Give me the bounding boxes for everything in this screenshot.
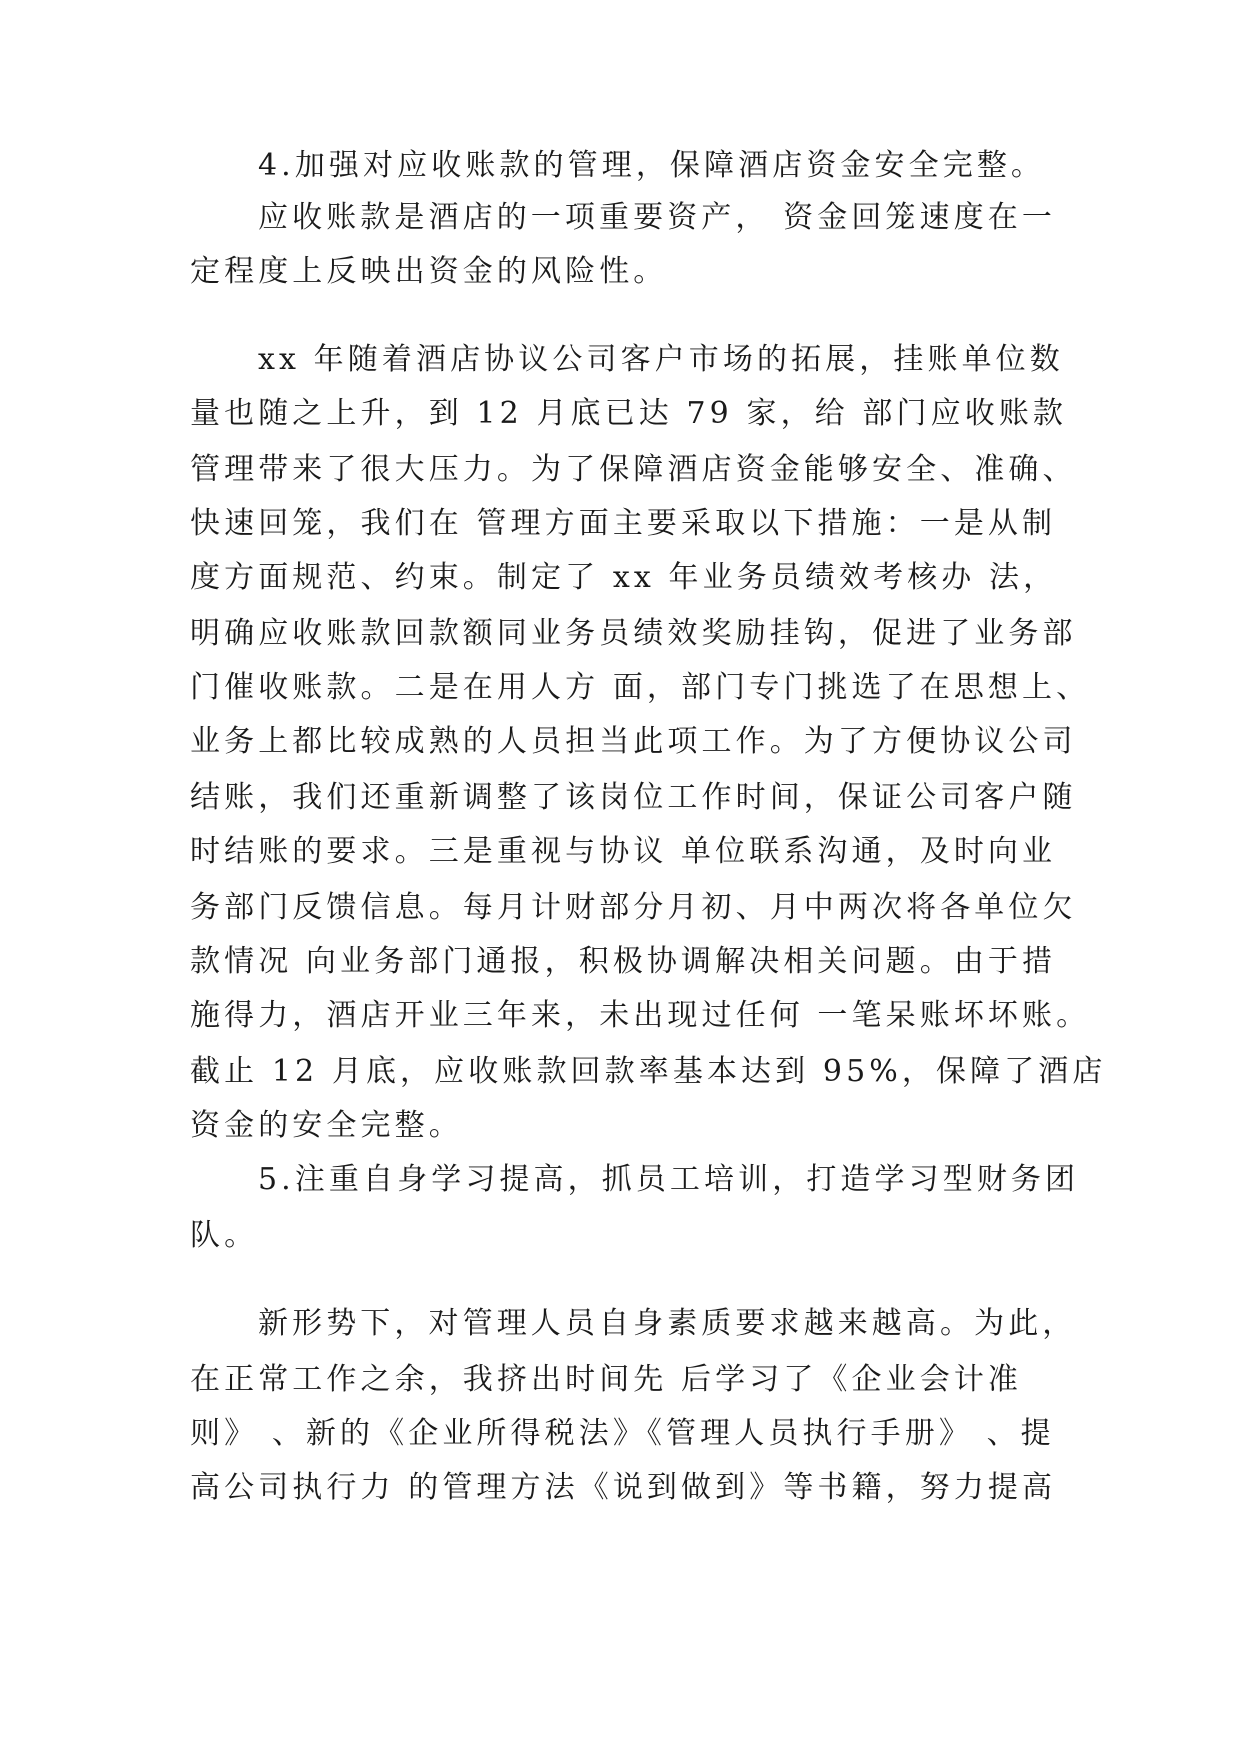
paragraph-line: 度方面规范、约束。制定了 xx 年业务员绩效考核办 法， <box>190 560 1058 595</box>
paragraph-line: 新形势下，对管理人员自身素质要求越来越高。为此， <box>258 1306 1077 1341</box>
paragraph-line: 快速回笼，我们在 管理方面主要采取以下措施：一是从制 <box>190 506 1057 541</box>
paragraph-line: 队。 <box>190 1218 259 1253</box>
paragraph-line: 结账，我们还重新调整了该岗位工作时间，保证公司客户随 <box>190 780 1077 815</box>
paragraph-line: 量也随之上升，到 12 月底已达 79 家，给 部门应收账款 <box>190 396 1068 431</box>
paragraph-line: 门催收账款。二是在用人方 面，部门专门挑选了在思想上、 <box>190 670 1091 705</box>
paragraph-line: 截止 12 月底，应收账款回款率基本达到 95%，保障了酒店 <box>190 1054 1107 1089</box>
paragraph-line: 施得力，酒店开业三年来，未出现过任何 一笔呆账坏坏账。 <box>190 998 1091 1033</box>
paragraph-line: 则》 、新的《企业所得税法》《管理人员执行手册》 、提 <box>190 1416 1055 1451</box>
paragraph-line: 在正常工作之余，我挤出时间先 后学习了《企业会计准 <box>190 1362 1023 1397</box>
paragraph-line: xx 年随着酒店协议公司客户市场的拓展，挂账单位数 <box>258 342 1064 377</box>
paragraph-line: 务部门反馈信息。每月计财部分月初、月中两次将各单位欠 <box>190 890 1077 925</box>
paragraph-line: 明确应收账款回款额同业务员绩效奖励挂钩，促进了业务部 <box>190 616 1077 651</box>
paragraph-line: 资金的安全完整。 <box>190 1108 463 1143</box>
paragraph-line: 4.加强对应收账款的管理，保障酒店资金安全完整。 <box>258 148 1046 183</box>
paragraph-line: 定程度上反映出资金的风险性。 <box>190 254 668 289</box>
paragraph-line: 业务上都比较成熟的人员担当此项工作。为了方便协议公司 <box>190 724 1077 759</box>
paragraph-line: 高公司执行力 的管理方法《说到做到》等书籍，努力提高 <box>190 1470 1057 1505</box>
paragraph-line: 5.注重自身学习提高，抓员工培训，打造学习型财务团 <box>258 1162 1080 1197</box>
paragraph-line: 应收账款是酒店的一项重要资产， 资金回笼速度在一 <box>258 200 1056 235</box>
paragraph-line: 时结账的要求。三是重视与协议 单位联系沟通，及时向业 <box>190 834 1057 869</box>
paragraph-line: 款情况 向业务部门通报，积极协调解决相关问题。由于措 <box>190 944 1057 979</box>
paragraph-line: 管理带来了很大压力。为了保障酒店资金能够安全、准确、 <box>190 452 1077 487</box>
